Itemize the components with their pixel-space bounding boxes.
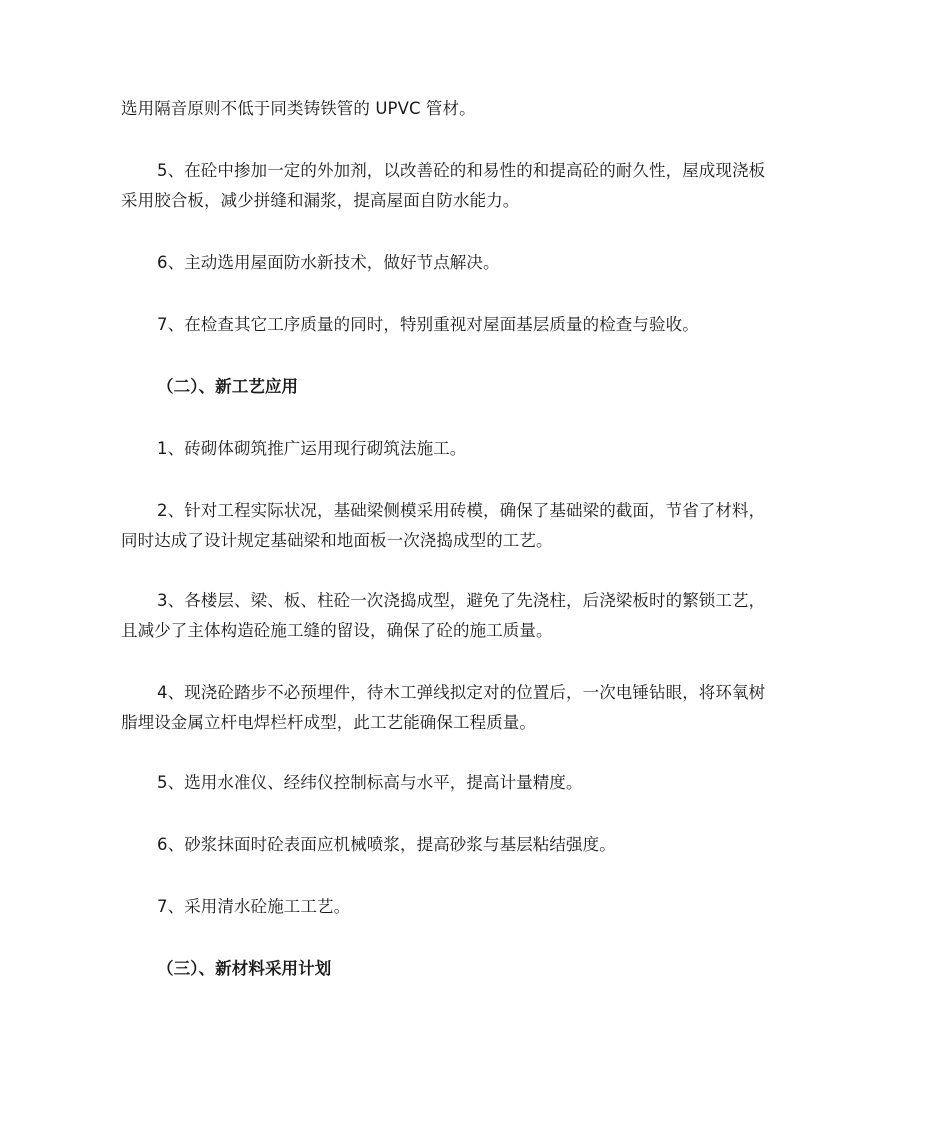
paragraph-roof-inspection: 7、在检查其它工序质量的同时，特别重视对屋面基层质量的检查与验收。 — [157, 315, 699, 334]
paragraph-stair-line-1: 4、现浇砼踏步不必预埋件，待木工弹线拟定对的位置后，一次电锤钻眼，将环氧树 — [157, 683, 766, 702]
paragraph-level-instrument: 5、选用水准仪、经纬仪控制标高与水平，提高计量精度。 — [157, 773, 583, 792]
paragraph-one-pour-line-1: 3、各楼层、梁、板、柱砼一次浇捣成型，避免了先浇柱，后浇梁板时的繁锁工艺， — [157, 591, 766, 610]
paragraph-upvc-line-1: 选用隔音原则不低于同类铸铁管的 UPVC 管材。 — [121, 99, 476, 118]
paragraph-admixture-line-1: 5、在砼中掺加一定的外加剂，以改善砼的和易性的和提高砼的耐久性，屋成现浇板 — [157, 161, 766, 180]
paragraph-fair-faced-concrete: 7、采用清水砼施工工艺。 — [157, 897, 351, 916]
section-heading-new-material: （三）、新材料采用计划 — [157, 959, 332, 978]
section-heading-new-process: （二）、新工艺应用 — [157, 377, 299, 396]
paragraph-brick-mold-line-2: 同时达成了设计规定基础梁和地面板一次浇捣成型的工艺。 — [121, 531, 553, 550]
paragraph-masonry: 1、砖砌体砌筑推广运用现行砌筑法施工。 — [157, 439, 467, 458]
paragraph-one-pour-line-2: 且减少了主体构造砼施工缝的留设，确保了砼的施工质量。 — [121, 621, 553, 640]
paragraph-roof-waterproof: 6、主动选用屋面防水新技术，做好节点解决。 — [157, 253, 500, 272]
paragraph-brick-mold-line-1: 2、针对工程实际状况，基础梁侧模采用砖模，确保了基础梁的截面，节省了材料， — [157, 501, 766, 520]
paragraph-stair-line-2: 脂埋设金属立杆电焊栏杆成型，此工艺能确保工程质量。 — [121, 713, 536, 732]
paragraph-mortar: 6、砂浆抹面时砼表面应机械喷浆，提高砂浆与基层粘结强度。 — [157, 835, 616, 854]
paragraph-admixture-line-2: 采用胶合板，减少拼缝和漏浆，提高屋面自防水能力。 — [121, 191, 520, 210]
